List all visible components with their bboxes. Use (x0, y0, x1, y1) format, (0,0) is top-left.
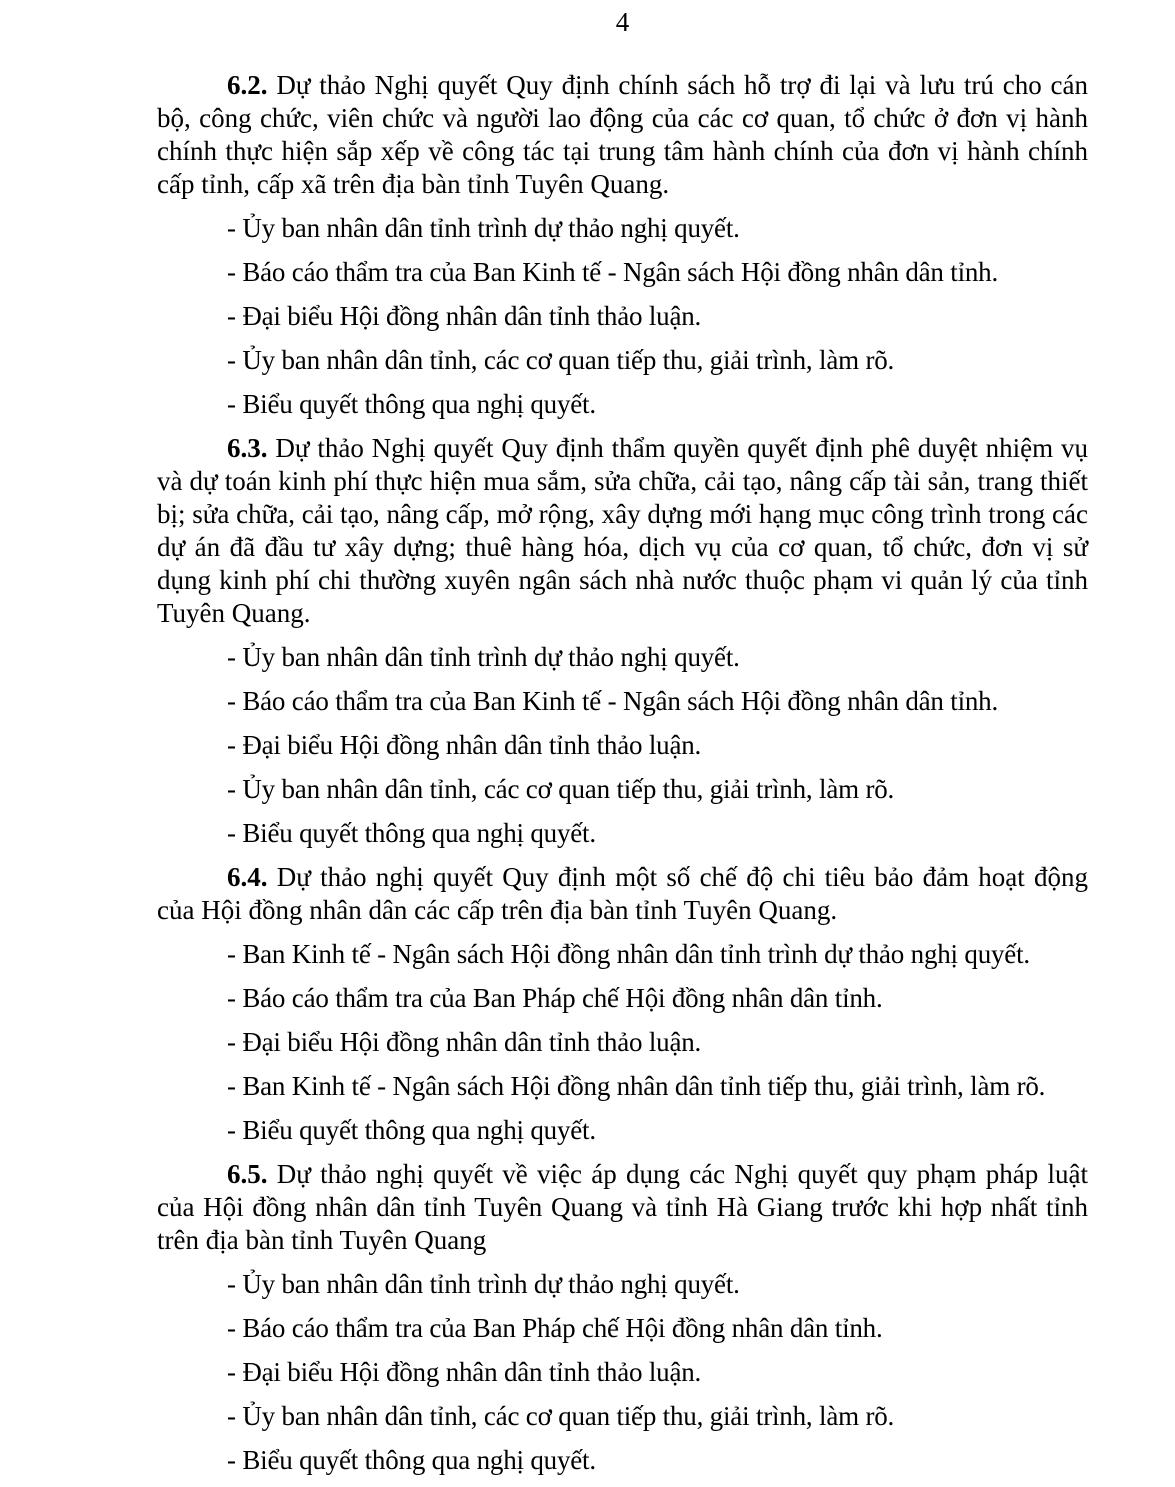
section-body-6-2: Dự thảo Nghị quyết Quy định chính sách hỗ trợ đi lại và lưu trú cho cán bộ, công chức, viên chức và người lao động của các cơ quan, tổ chức ở đơn vị hành chính thực hiện sắp xếp về công tác tại trung tâm hành chính của đơn vị hành chính cấp tỉnh, cấp xã trên địa bàn tỉnh Tuyên Quang. (157, 70, 1089, 199)
bullet-item: - Báo cáo thẩm tra của Ban Kinh tế - Ngân sách Hội đồng nhân dân tỉnh. (227, 686, 999, 716)
document-content (157, 0, 1088, 1477)
bullet-item: - Ủy ban nhân dân tỉnh trình dự thảo nghị quyết. (227, 213, 740, 243)
bullet-item: - Báo cáo thẩm tra của Ban Pháp chế Hội đồng nhân dân tỉnh. (227, 983, 883, 1013)
bullet-item: - Ban Kinh tế - Ngân sách Hội đồng nhân dân tỉnh trình dự thảo nghị quyết. (227, 939, 1030, 969)
section-body-6-3: Dự thảo Nghị quyết Quy định thẩm quyền quyết định phê duyệt nhiệm vụ và dự toán kinh phí thực hiện mua sắm, sửa chữa, cải tạo, nâng cấp tài sản, trang thiết bị; sửa chữa, cải tạo, nâng cấp, mở rộng, xây dựng mới hạng mục công trình trong các dự án đã đầu tư xây dựng; thuê hàng hóa, dịch vụ của cơ quan, tổ chức, đơn vị sử dụng kinh phí chi thường xuyên ngân sách nhà nước thuộc phạm vi quản lý của tỉnh Tuyên Quang. (157, 433, 1088, 628)
bullet-item: - Đại biểu Hội đồng nhân dân tỉnh thảo luận. (227, 730, 702, 760)
bullet-item: - Ban Kinh tế - Ngân sách Hội đồng nhân dân tỉnh tiếp thu, giải trình, làm rõ. (227, 1071, 1046, 1101)
bullet-item: - Báo cáo thẩm tra của Ban Kinh tế - Ngân sách Hội đồng nhân dân tỉnh. (227, 257, 999, 287)
bullet-item: - Ủy ban nhân dân tỉnh, các cơ quan tiếp thu, giải trình, làm rõ. (227, 345, 895, 375)
bullet-item: - Ủy ban nhân dân tỉnh trình dự thảo nghị quyết. (227, 1269, 740, 1299)
section-label-6-2: 6.2. (227, 70, 268, 100)
bullet-item: - Biểu quyết thông qua nghị quyết. (227, 389, 596, 419)
bullet-item: - Ủy ban nhân dân tỉnh trình dự thảo nghị quyết. (227, 642, 740, 672)
bullet-item: - Ủy ban nhân dân tỉnh, các cơ quan tiếp thu, giải trình, làm rõ. (227, 1401, 895, 1431)
bullet-item: - Ủy ban nhân dân tỉnh, các cơ quan tiếp thu, giải trình, làm rõ. (227, 774, 895, 804)
section-label-6-5: 6.5. (227, 1159, 268, 1189)
section-body-6-4: Dự thảo nghị quyết Quy định một số chế độ chi tiêu bảo đảm hoạt động của Hội đồng nhân dân các cấp trên địa bàn tỉnh Tuyên Quang. (157, 862, 1088, 925)
bullet-item: - Đại biểu Hội đồng nhân dân tỉnh thảo luận. (227, 1027, 702, 1057)
section-paragraph-6-5 (157, 1158, 1088, 1257)
section-paragraph-6-2 (157, 69, 1088, 201)
section-label-6-4: 6.4. (227, 862, 268, 892)
section-paragraph-6-4 (157, 861, 1088, 927)
bullet-item: - Biểu quyết thông qua nghị quyết. (227, 1115, 596, 1145)
bullet-item: - Đại biểu Hội đồng nhân dân tỉnh thảo luận. (227, 301, 702, 331)
bullet-item: - Đại biểu Hội đồng nhân dân tỉnh thảo luận. (227, 1357, 702, 1387)
section-body-6-5: Dự thảo nghị quyết về việc áp dụng các Nghị quyết quy phạm pháp luật của Hội đồng nhân dân tỉnh Tuyên Quang và tỉnh Hà Giang trước khi hợp nhất tỉnh trên địa bàn tỉnh Tuyên Quang (157, 1159, 1089, 1255)
section-label-6-3: 6.3. (227, 433, 268, 463)
page-number: 4 (615, 7, 630, 37)
bullet-item: - Biểu quyết thông qua nghị quyết. (227, 1445, 596, 1475)
bullet-item: - Biểu quyết thông qua nghị quyết. (227, 818, 596, 848)
bullet-item: - Báo cáo thẩm tra của Ban Pháp chế Hội đồng nhân dân tỉnh. (227, 1313, 883, 1343)
section-paragraph-6-3 (157, 432, 1088, 630)
